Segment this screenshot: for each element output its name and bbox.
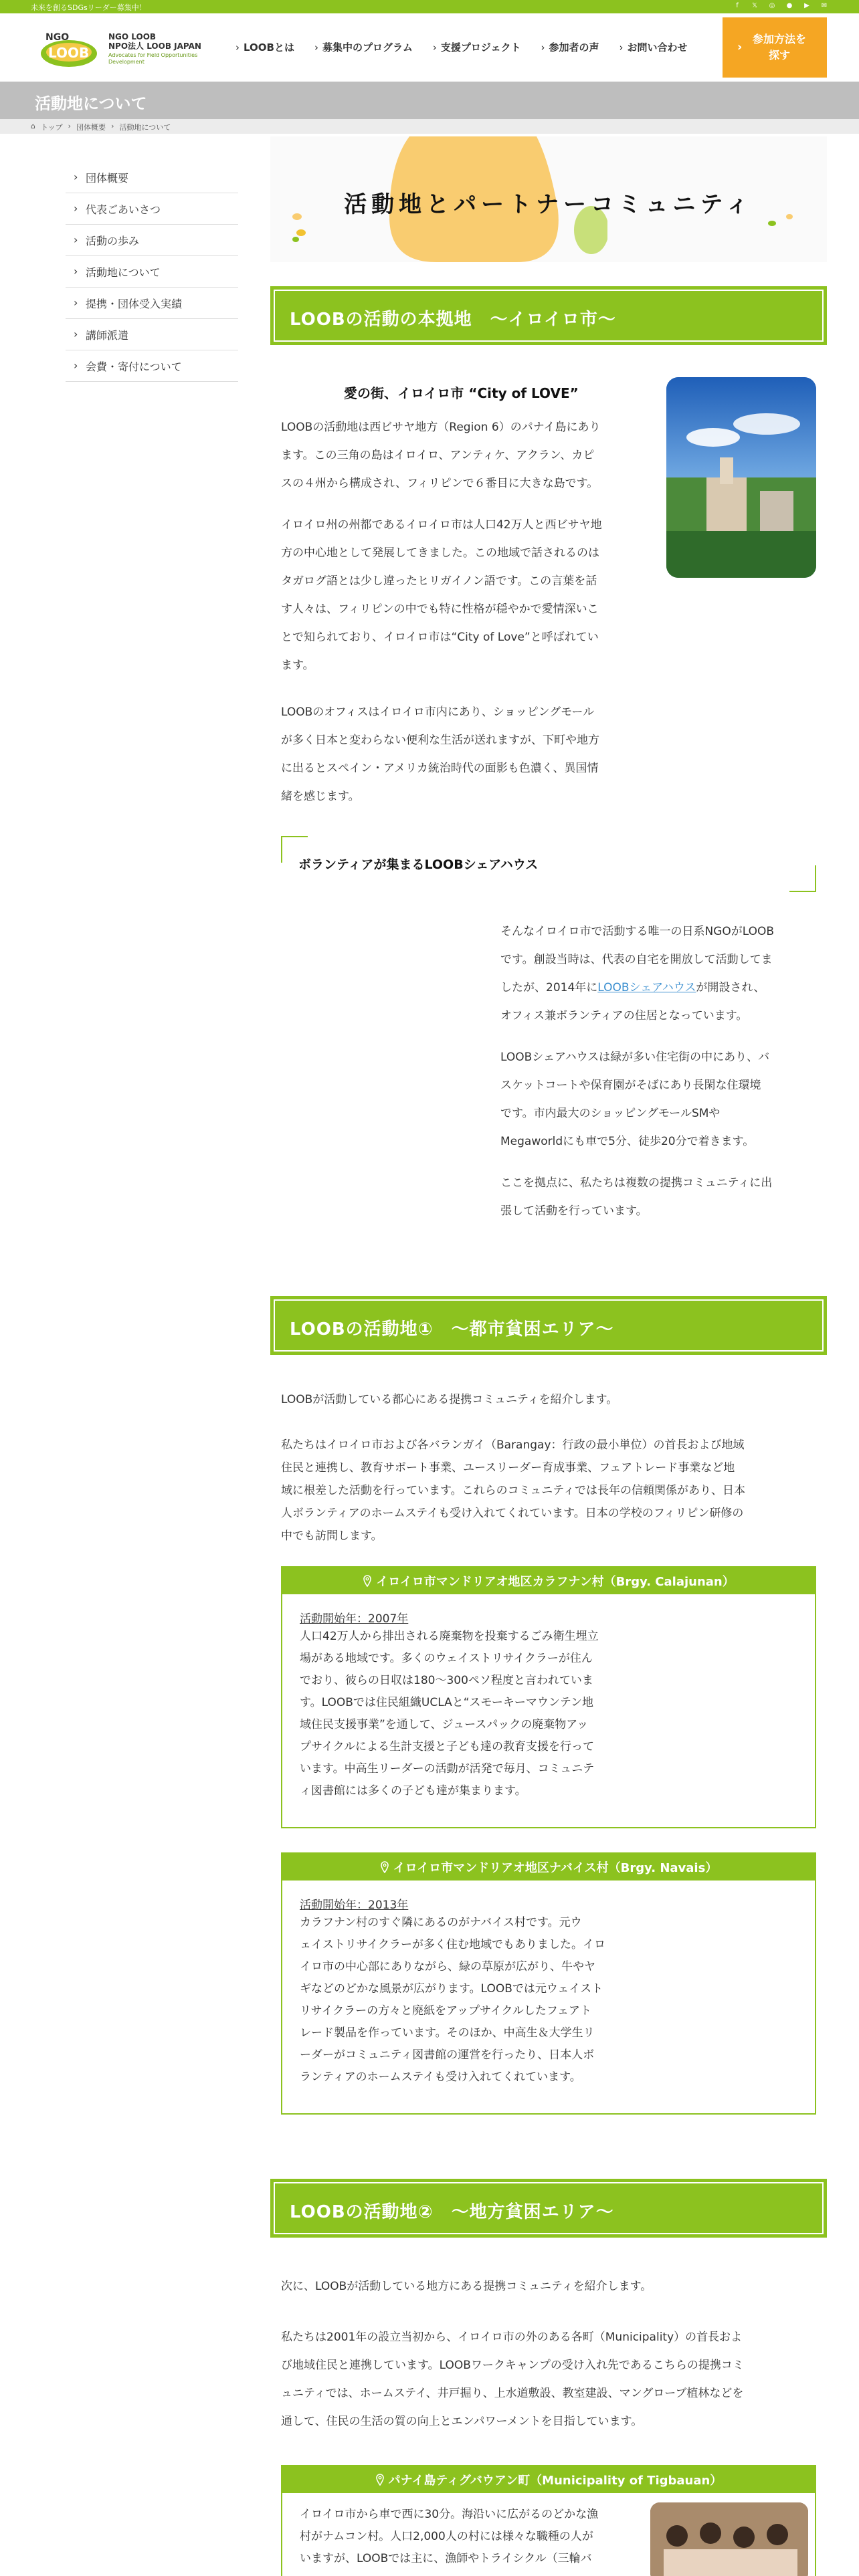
card-header (282, 2466, 815, 2493)
card-title: パナイ島ティグバウアン町（Municipality of Tigbauan） (388, 2474, 723, 2488)
text-line: 域住民支援事業”を通して、ジュースパックの廃棄物アッ (300, 1718, 589, 1731)
site-header (0, 13, 859, 82)
start-year: 活動開始年：2013年 (300, 1899, 409, 1912)
x-icon[interactable]: 𝕏 (751, 2, 758, 9)
sidebar-item-lecturers[interactable]: › 講師派遣 (66, 319, 238, 350)
text-line: に出るとスペイン・アメリカ統治時代の面影も色濃く、異国情 (281, 762, 599, 775)
site-logo[interactable] (39, 24, 206, 71)
home-icon: ⌂ (31, 122, 35, 130)
loob-logo-mark-icon (39, 27, 99, 70)
sidebar-menu (66, 162, 238, 382)
sidebar-item-history[interactable]: › 活動の歩み (66, 225, 238, 256)
card-header (282, 1854, 815, 1881)
breadcrumb-separator: › (111, 122, 114, 130)
page-title-bar (0, 82, 859, 119)
text-line: 域に根差した活動を行っています。これらのコミュニティでは長年の信頼関係があり、日本 (281, 1484, 745, 1497)
map-pin-icon (380, 1861, 389, 1873)
text-line: リサイクラーの方々と廃紙をアップサイクルしたフェアト (300, 2004, 592, 2018)
text-line: LOOBシェアハウスは緑が多い住宅街の中にあり、バ (500, 1051, 770, 1064)
text-line: 私たちはイロイロ市および各バランガイ（Barangay：行政の最小単位）の首長および地域 (281, 1438, 745, 1452)
text-line: いますが、LOOBでは主に、漁師やトライシクル（三輪バ (300, 2552, 592, 2565)
line-icon[interactable]: ● (786, 2, 793, 9)
text-line: イロ市の中心部にありながら、緑の草原が広がり、牛やヤ (300, 1960, 595, 1973)
card-body (300, 2504, 637, 2570)
page-title: 活動地について (35, 94, 147, 113)
social-links (733, 2, 828, 10)
text-line: ーダーがコミュニティ図書館の運営を行ったり、日本人ボ (300, 2048, 595, 2062)
hero-banner (270, 136, 827, 262)
section-heading-iloilo (270, 286, 827, 345)
text-line: 住民と連携し、教育サポート事業、ユースリーダー育成事業、フェアトレード事業など地 (281, 1461, 735, 1475)
text-line: が多く日本と変わらない便利な生活が送れますが、下町や地方 (281, 734, 599, 747)
text-line: スケットコートや保育園がそばにあり長閑な住環境 (500, 1079, 761, 1092)
text-line: ランティアのホームステイも受け入れてくれています。 (300, 2070, 581, 2084)
announcement-text: 未来を創るSDGsリーダー募集中！ (31, 3, 147, 12)
sidebar-item-locations[interactable]: › 活動地について (66, 256, 238, 288)
text-line: 人ボランティアのホームステイも受け入れてくれています。日本の学校のフィリピン研修の (281, 1507, 744, 1520)
iloilo-paragraph-2 (281, 511, 656, 679)
nav-about[interactable]: › LOOBとは (235, 40, 294, 54)
text-line: そんなイロイロ市で活動する唯一の日系NGOがLOOB (500, 925, 775, 938)
text-line: す。LOOBでは住民組織UCLAと“スモーキーマウンテン地 (300, 1696, 594, 1709)
youtube-icon[interactable]: ▶ (804, 2, 809, 9)
sharehouse-paragraph-3 (500, 1169, 822, 1225)
text-line: 通して、住民の生活の質の向上とエンパワーメントを目指しています。 (281, 2415, 643, 2428)
card-title: イロイロ市マンドリアオ地区カラフナン村（Brgy. Calajunan） (376, 1575, 735, 1589)
svg-text:LOOB: LOOB (48, 45, 90, 61)
cta-line1: 参加方法を (752, 33, 806, 45)
iloilo-paragraph-3 (281, 698, 656, 811)
text-line: 私たちは2001年の設立当初から、イロイロ市の外のある各町（Municipality）の首長およ (281, 2331, 743, 2344)
text-line: Megaworldにも車で5分、徒歩20分で着きます。 (500, 1135, 755, 1148)
text-line: ます。この三角の島はイロイロ、アンティケ、アクラン、カピ (281, 449, 595, 462)
text-fragment: したが、2014年に (500, 981, 598, 994)
text-line (500, 974, 822, 1002)
text-line: 中でも訪問します。 (281, 1529, 383, 1543)
text-fragment: が開設され、 (696, 981, 765, 994)
section-heading-rural (270, 2179, 827, 2238)
section-title: LOOBの活動地① 〜都市貧困エリア〜 (290, 1319, 614, 1339)
text-line: カラフナン村のすぐ隣にあるのがナバイス村です。元ウ (300, 1916, 582, 1929)
text-line: です。市内最大のショッピングモールSMや (500, 1107, 721, 1120)
sidebar-item-greeting[interactable]: › 代表ごあいさつ (66, 193, 238, 225)
card-title: イロイロ市マンドリアオ地区ナバイス村（Brgy. Navais） (393, 1861, 718, 1875)
text-line: ィ図書館には多くの子ども達が集まります。 (300, 1784, 527, 1798)
text-line: ここを拠点に、私たちは複数の提携コミュニティに出 (500, 1176, 773, 1190)
cta-line2: 探す (768, 49, 790, 62)
logo-line2: NPO法人 LOOB JAPAN (108, 41, 201, 51)
sidebar-item-donation[interactable]: › 会費・寄付について (66, 350, 238, 382)
breadcrumb-current: 活動地について (119, 123, 171, 132)
logo-line1: NGO LOOB (108, 32, 157, 41)
section-title: LOOBの活動の本拠地 〜イロイロ市〜 (290, 310, 616, 330)
card-header (282, 1568, 815, 1594)
text-line: 方の中心地として発展してきました。この地域で話されるのは (281, 546, 599, 560)
text-line: び地域住民と連携しています。LOOBワークキャンプの受け入れ先であるこちらの提携コミ (281, 2359, 744, 2372)
urban-intro: LOOBが活動している都心にある提携コミュニティを紹介します。 (281, 1393, 618, 1406)
rural-paragraph (281, 2323, 823, 2436)
facebook-icon[interactable]: f (736, 2, 739, 9)
rural-intro: 次に、LOOBが活動している地方にある提携コミュニティを紹介します。 (281, 2280, 652, 2293)
text-line: 村がナムコン村。人口2,000人の村には様々な職種の人が (300, 2530, 593, 2543)
text-line: ます。 (281, 659, 314, 672)
text-line: プサイクルによる生計支援と子ども達の教育支援を行って (300, 1740, 594, 1753)
iloilo-city-photo (666, 377, 816, 578)
instagram-icon[interactable]: ◎ (769, 2, 775, 9)
logo-tagline: Advocates for Field Opportunities Development (108, 52, 198, 65)
sidebar-item-overview[interactable]: › 団体概要 (66, 162, 238, 193)
text-line: レード製品を作っています。そのほか、中高生＆大学生リ (300, 2026, 595, 2040)
community-card-calajunan (281, 1566, 816, 1828)
main-nav (235, 40, 688, 54)
community-card-tigbauan (281, 2465, 816, 2576)
hero-title: 活動地とパートナーコミュニティ (344, 191, 753, 218)
sharehouse-heading (281, 836, 816, 892)
text-line: スの４州から構成され、フィリピンで６番目に大きな島です。 (281, 477, 599, 490)
text-line: LOOBのオフィスはイロイロ市内にあり、ショッピングモール (281, 706, 595, 719)
nav-projects[interactable]: › 支援プロジェクト (433, 40, 521, 54)
breadcrumb (0, 119, 859, 134)
text-line: 張して活動を行っています。 (500, 1204, 648, 1218)
text-line: 緒を感じます。 (281, 790, 360, 803)
sharehouse-paragraph-2 (500, 1043, 822, 1156)
card-body (300, 1626, 630, 1802)
breadcrumb-separator: › (68, 122, 72, 130)
map-pin-icon (363, 1575, 372, 1587)
find-participation-button[interactable] (723, 17, 827, 78)
card-body (300, 1912, 630, 2088)
map-pin-icon (375, 2474, 385, 2486)
text-line: イロイロ市から車で西に30分。海沿いに広がるのどかな漁 (300, 2508, 599, 2521)
text-line: ギなどのどかな風景が広がります。LOOBでは元ウェイスト (300, 1982, 603, 1996)
text-line: ェイストリサイクラーが多く住む地域でもありました。イロ (300, 1938, 605, 1951)
mail-icon[interactable]: ✉ (821, 2, 828, 9)
tigbauan-photo (650, 2502, 808, 2576)
text-line: す人々は、フィリピンの中でも特に性格が穏やかで愛情深いこ (281, 603, 599, 616)
breadcrumb-home[interactable]: トップ (40, 123, 63, 132)
sharehouse-link[interactable]: LOOBシェアハウス (597, 981, 696, 994)
breadcrumb-about[interactable]: 団体概要 (76, 123, 106, 132)
sidebar-item-partners[interactable]: › 提携・団体受入実績 (66, 288, 238, 319)
text-line: います。中高生リーダーの活動が活発で毎月、コミュニテ (300, 1762, 595, 1776)
text-line: とで知られており、イロイロ市は“City of Love”と呼ばれてい (281, 631, 599, 644)
iloilo-paragraph-1 (281, 413, 656, 498)
urban-paragraph (281, 1434, 823, 1547)
section-title: LOOBの活動地② 〜地方貧困エリア〜 (290, 2202, 614, 2222)
text-line: でおり、彼らの日収は180〜300ペソ程度と言われていま (300, 1674, 593, 1687)
text-line: 場がある地域です。多くのウェイストリサイクラーが住ん (300, 1652, 593, 1665)
nav-programs[interactable]: › 募集中のプログラム (314, 40, 413, 54)
text-line: です。創設当時は、代表の自宅を開放して活動してま (500, 953, 773, 966)
text-line: イロイロ州の州都であるイロイロ市は人口42万人と西ビサヤ地 (281, 518, 602, 532)
iloilo-subheading: 愛の街、イロイロ市 “City of LOVE” (344, 385, 579, 401)
top-announcement-bar (0, 0, 859, 13)
start-year: 活動開始年：2007年 (300, 1612, 409, 1626)
nav-voices[interactable]: › 参加者の声 (541, 40, 599, 54)
text-line: タガログ語とは少し違ったヒリガイノン語です。この言葉を話 (281, 574, 597, 588)
text-line: オフィス兼ボランティアの住居となっています。 (500, 1009, 748, 1023)
sharehouse-heading-text: ボランティアが集まるLOOBシェアハウス (298, 857, 539, 872)
text-line: ュニティでは、ホームステイ、井戸掘り、上水道敷設、教室建設、マングローブ植林などを (281, 2387, 744, 2400)
svg-text:NGO: NGO (45, 32, 70, 43)
text-line: LOOBの活動地は西ビサヤ地方（Region 6）のパナイ島にあり (281, 421, 601, 434)
section-heading-urban (270, 1296, 827, 1355)
sharehouse-paragraph-1 (500, 918, 822, 1030)
community-card-navais (281, 1852, 816, 2115)
nav-contact[interactable]: › お問い合わせ (619, 40, 688, 54)
text-line: 人口42万人から排出される廃棄物を投棄するごみ衛生埋立 (300, 1630, 599, 1643)
